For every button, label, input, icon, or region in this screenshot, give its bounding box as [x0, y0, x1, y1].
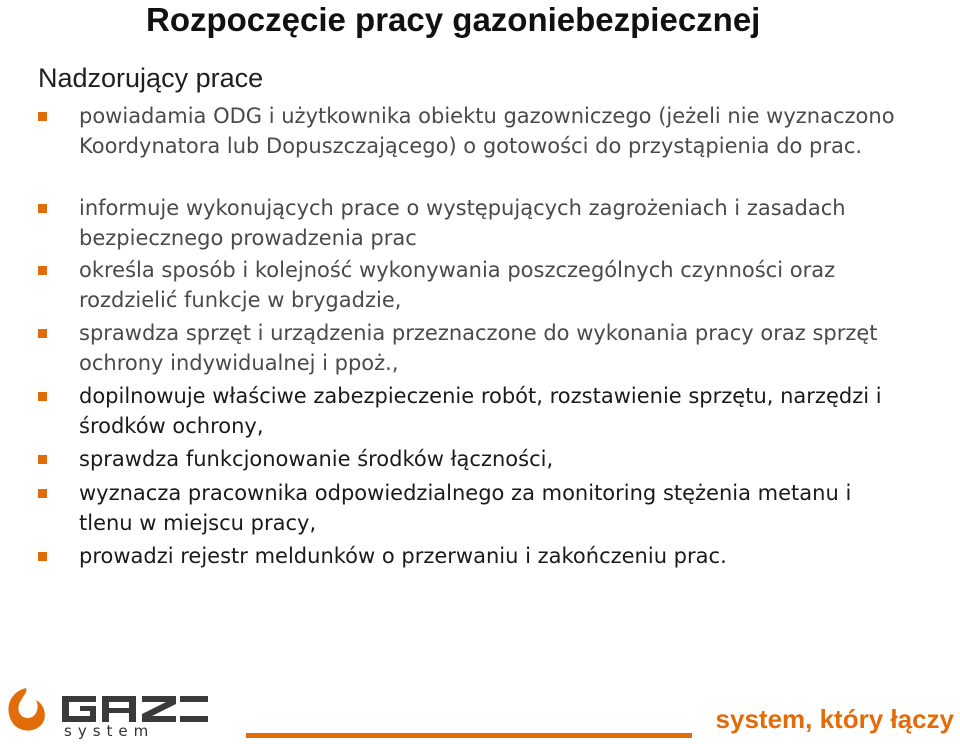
bullet-text: dopilnowuje właściwe zabezpieczenie robót, rozstawienie sprzętu, narzędzi i środków ochrony, — [79, 384, 882, 438]
bullet-item — [38, 255, 908, 315]
flame-icon — [8, 688, 44, 731]
bullet-square-icon — [38, 552, 47, 561]
bullet-item — [38, 193, 908, 253]
bullet-text: prowadzi rejestr meldunków o przerwaniu i zakończeniu prac. — [79, 544, 727, 568]
bullet-text: powiadamia ODG i użytkownika obiektu gazowniczego (jeżeli nie wyznaczono Koordynatora lub Dopuszczającego) o gotowości do przystąpienia do prac. — [79, 104, 895, 158]
bullet-text: sprawdza funkcjonowanie środków łączności, — [79, 447, 554, 471]
gaz-wordmark — [62, 696, 208, 722]
footer-divider — [246, 733, 692, 738]
footer-tagline: system, który łączy — [715, 704, 954, 734]
logo-subtext: system — [64, 722, 155, 740]
slide-title: Rozpoczęcie pracy gazoniebezpiecznej — [146, 1, 761, 38]
bullet-text: sprawdza sprzęt i urządzenia przeznaczone do wykonania pracy oraz sprzęt ochrony indywidualnej i ppoż., — [79, 321, 878, 375]
gaz-system-logo — [0, 680, 240, 740]
bullet-item — [38, 381, 908, 441]
bullet-text: informuje wykonujących prace o występujących zagrożeniach i zasadach bezpiecznego prowadzenia prac — [79, 196, 846, 250]
bullet-square-icon — [38, 392, 47, 401]
bullet-item — [38, 101, 908, 161]
bullet-item — [38, 318, 908, 378]
bullet-square-icon — [38, 112, 47, 121]
bullet-item — [38, 541, 908, 571]
bullet-square-icon — [38, 455, 47, 464]
bullet-square-icon — [38, 266, 47, 275]
bullet-item — [38, 478, 908, 538]
bullet-text: wyznacza pracownika odpowiedzialnego za monitoring stężenia metanu i tlenu w miejscu pracy, — [79, 481, 852, 535]
bullet-square-icon — [38, 329, 47, 338]
bullet-square-icon — [38, 204, 47, 213]
bullet-item — [38, 444, 908, 474]
bullet-square-icon — [38, 489, 47, 498]
bullet-text: określa sposób i kolejność wykonywania poszczególnych czynności oraz rozdzielić funkcje w brygadzie, — [79, 258, 836, 312]
section-subtitle: Nadzorujący prace — [38, 63, 264, 93]
